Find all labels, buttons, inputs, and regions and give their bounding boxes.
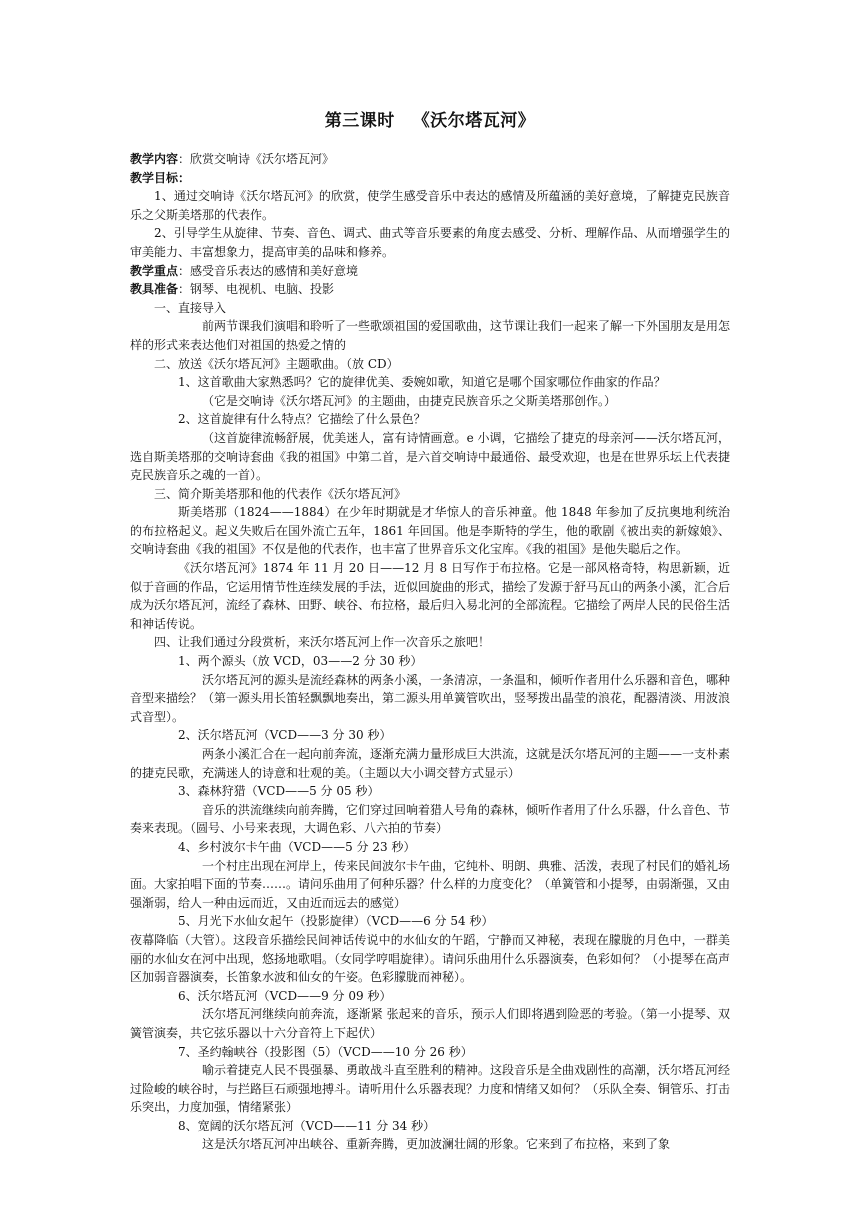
goal-2: 2、引导学生从旋律、节奏、音色、调式、曲式等音乐要素的角度去感受、分析、理解作品、从而增强学生的审美能力、丰富想象力，提高审美的品味和修养。 xyxy=(130,226,730,259)
segment-1-title: 1、两个源头（放 VCD，03——2 分 30 秒） xyxy=(178,654,423,669)
teaching-key-value: ：感受音乐表达的感情和美好意境 xyxy=(178,263,359,278)
teaching-tools-value: ：钢琴、电视机、电脑、投影 xyxy=(178,282,335,297)
section-2-question-1: 1、这首歌曲大家熟悉吗？它的旋律优美、委婉如歌，知道它是哪个国家哪位作曲家的作品？ xyxy=(178,375,666,390)
title-work: 《沃尔塔瓦河》 xyxy=(412,111,536,131)
segment-7-text: 喻示着捷克人民不畏强暴、勇敢战斗直至胜利的精神。这段音乐是全曲戏剧性的高潮，沃尔塔瓦河经过险峻的峡谷时，与拦路巨石顽强地搏斗。请听用什么乐器表现？力度和情绪又如何？（乐队全奏、铜管乐、打击乐突出，力度加强，情绪紧张） xyxy=(130,1063,731,1115)
segment-6-text: 沃尔塔瓦河继续向前奔流，逐渐紧 张起来的音乐，预示人们即将遇到险恶的考验。（第一小提琴、双簧管演奏，共它弦乐器以十六分音符上下起伏） xyxy=(130,1007,730,1040)
section-3-paragraph-1: 斯美塔那（1824——1884）在少年时期就是才华惊人的音乐神童。他 1848 年参加了反抗奥地利统治的布拉格起义。起义失败后在国外流亡五年，1861 年回国。他是李斯特的学生，他的歌剧《被出卖的新嫁娘》、交响诗套曲《我的祖国》不仅是他的代表作，也丰富了世界音乐文化宝库。《我的祖国》是他失聪后之作。 xyxy=(130,505,730,557)
segment-5-title: 5、月光下水仙女起午（投影旋律）（VCD——6 分 54 秒） xyxy=(178,914,494,929)
segment-8-text: 这是沃尔塔瓦河冲出峡谷、重新奔腾，更加波澜壮阔的形象。它来到了布拉格，来到了象 xyxy=(202,1137,671,1152)
segment-1-text: 沃尔塔瓦河的源头是流经森林的两条小溪，一条清凉，一条温和，倾听作者用什么乐器和音色，哪种音型来描绘？（第一源头用长笛轻飘飘地奏出，第二源头用单簧管吹出，竖琴拨出晶莹的浪花，配器清淡、用波浪式音型）。 xyxy=(130,672,731,724)
teaching-goals-label: 教学目标 xyxy=(130,170,179,185)
segment-6-title: 6、沃尔塔瓦河（VCD——9 分 09 秒） xyxy=(178,988,392,1003)
teaching-content-value: ：欣赏交响诗《沃尔塔瓦河》 xyxy=(178,152,335,166)
segment-4-text: 一个村庄出现在河岸上，传来民间波尔卡午曲，它纯朴、明朗、典雅、活泼，表现了村民们的婚礼场面。大家拍唱下面的节奏……。请问乐曲用了何种乐器？什么样的力度变化？（单簧管和小提琴，由弱渐强，又由强渐弱，给人一种由远而近，又由近而远去的感觉） xyxy=(130,858,731,910)
segment-3-title: 3、森林狩猎（VCD——5 分 05 秒） xyxy=(178,784,380,799)
section-3-paragraph-2: 《沃尔塔瓦河》1874 年 11 月 20 日——12 月 8 日写作于布拉格。它是一部风格奇特，构思新颖，近似于音画的作品，它运用情节性连续发展的手法，近似回旋曲的形式，描绘了发源于舒马瓦山的两条小溪，汇合后成为沃尔塔瓦河，流经了森林、田野、峡谷、布拉格，最后归入易北河的全部流程。它描绘了两岸人民的民俗生活和神话传说。 xyxy=(130,561,731,631)
section-1-title: 一、直接导入 xyxy=(154,300,227,315)
goal-1: 1、通过交响诗《沃尔塔瓦河》的欣赏，使学生感受音乐中表达的感情及所蕴涵的美好意境，了解捷克民族音乐之父斯美塔那的代表作。 xyxy=(130,189,730,222)
teaching-content xyxy=(130,150,730,169)
section-3-title: 三、简介斯美塔那和他的代表作《沃尔塔瓦河》 xyxy=(154,486,407,501)
teaching-tools-label: 教具准备 xyxy=(130,282,179,297)
teaching-key-label: 教学重点 xyxy=(130,263,179,278)
section-2-answer-2: （这首旋律流畅舒展，优美迷人，富有诗情画意。e 小调，它描绘了捷克的母亲河——沃尔塔瓦河，选自斯美塔那的交响诗套曲《我的祖国》中第二首，是六首交响诗中最通俗、最受欢迎，也是在世界乐坛上代表捷克民族音乐之魂的一首）。 xyxy=(130,430,731,483)
title-lesson: 第三课时 xyxy=(324,111,395,131)
section-2-question-2: 2、这首旋律有什么特点？它描绘了什么景色？ xyxy=(178,412,426,427)
segment-3-text: 音乐的洪流继续向前奔腾，它们穿过回响着猎人号角的森林，倾听作者用了什么乐器，什么音色、节奏来表现。（圆号、小号来表现，大调色彩、八六拍的节奏） xyxy=(130,802,731,836)
page-title xyxy=(130,106,730,131)
segment-2-title: 2、沃尔塔瓦河（VCD——3 分 30 秒） xyxy=(178,728,392,743)
segment-2-text: 两条小溪汇合在一起向前奔流，逐渐充满力量形成巨大洪流，这就是沃尔塔瓦河的主题——一支朴素的捷克民歌，充满迷人的诗意和壮观的美。（主题以大小调交替方式显示） xyxy=(130,747,731,780)
section-2-answer-1: （它是交响诗《沃尔塔瓦河》的主题曲，由捷克民族音乐之父斯美塔那创作。） xyxy=(202,393,617,408)
segment-5-text: 夜幕降临（大管）。这段音乐描绘民间神话传说中的水仙女的午蹈，宁静而又神秘，表现在朦胧的月色中，一群美丽的水仙女在河中出现，悠扬地歌唱。（女同学哼唱旋律）。请问乐曲用什么乐器演奏，色彩如何？（小提琴在高声区加弱音器演奏，长笛象水波和仙女的午姿。色彩朦胧而神秘）。 xyxy=(130,932,731,985)
teaching-content-label: 教学内容 xyxy=(130,152,179,166)
teaching-tools xyxy=(130,280,730,299)
teaching-goals-heading: 教学目标： xyxy=(130,170,191,185)
segment-8-title: 8、宽阔的沃尔塔瓦河（VCD——11 分 34 秒） xyxy=(178,1118,436,1133)
section-4-title: 四、让我们通过分段赏析，来沃尔塔瓦河上作一次音乐之旅吧！ xyxy=(154,635,491,650)
segment-4-title: 4、乡村波尔卡午曲（VCD——5 分 23 秒） xyxy=(178,839,416,854)
segment-7-title: 7、圣约翰峡谷（投影图（5）（VCD——10 分 26 秒） xyxy=(178,1044,473,1059)
section-2-title: 二、放送《沃尔塔瓦河》主题歌曲。（放 CD） xyxy=(154,356,399,371)
section-1-text: 前两节课我们演唱和聆听了一些歌颂祖国的爱国歌曲，这节课让我们一起来了解一下外国朋友是用怎样的形式来表达他们对祖国的热爱之情的 xyxy=(130,319,731,352)
document-body xyxy=(130,150,730,1154)
teaching-key xyxy=(130,262,730,281)
